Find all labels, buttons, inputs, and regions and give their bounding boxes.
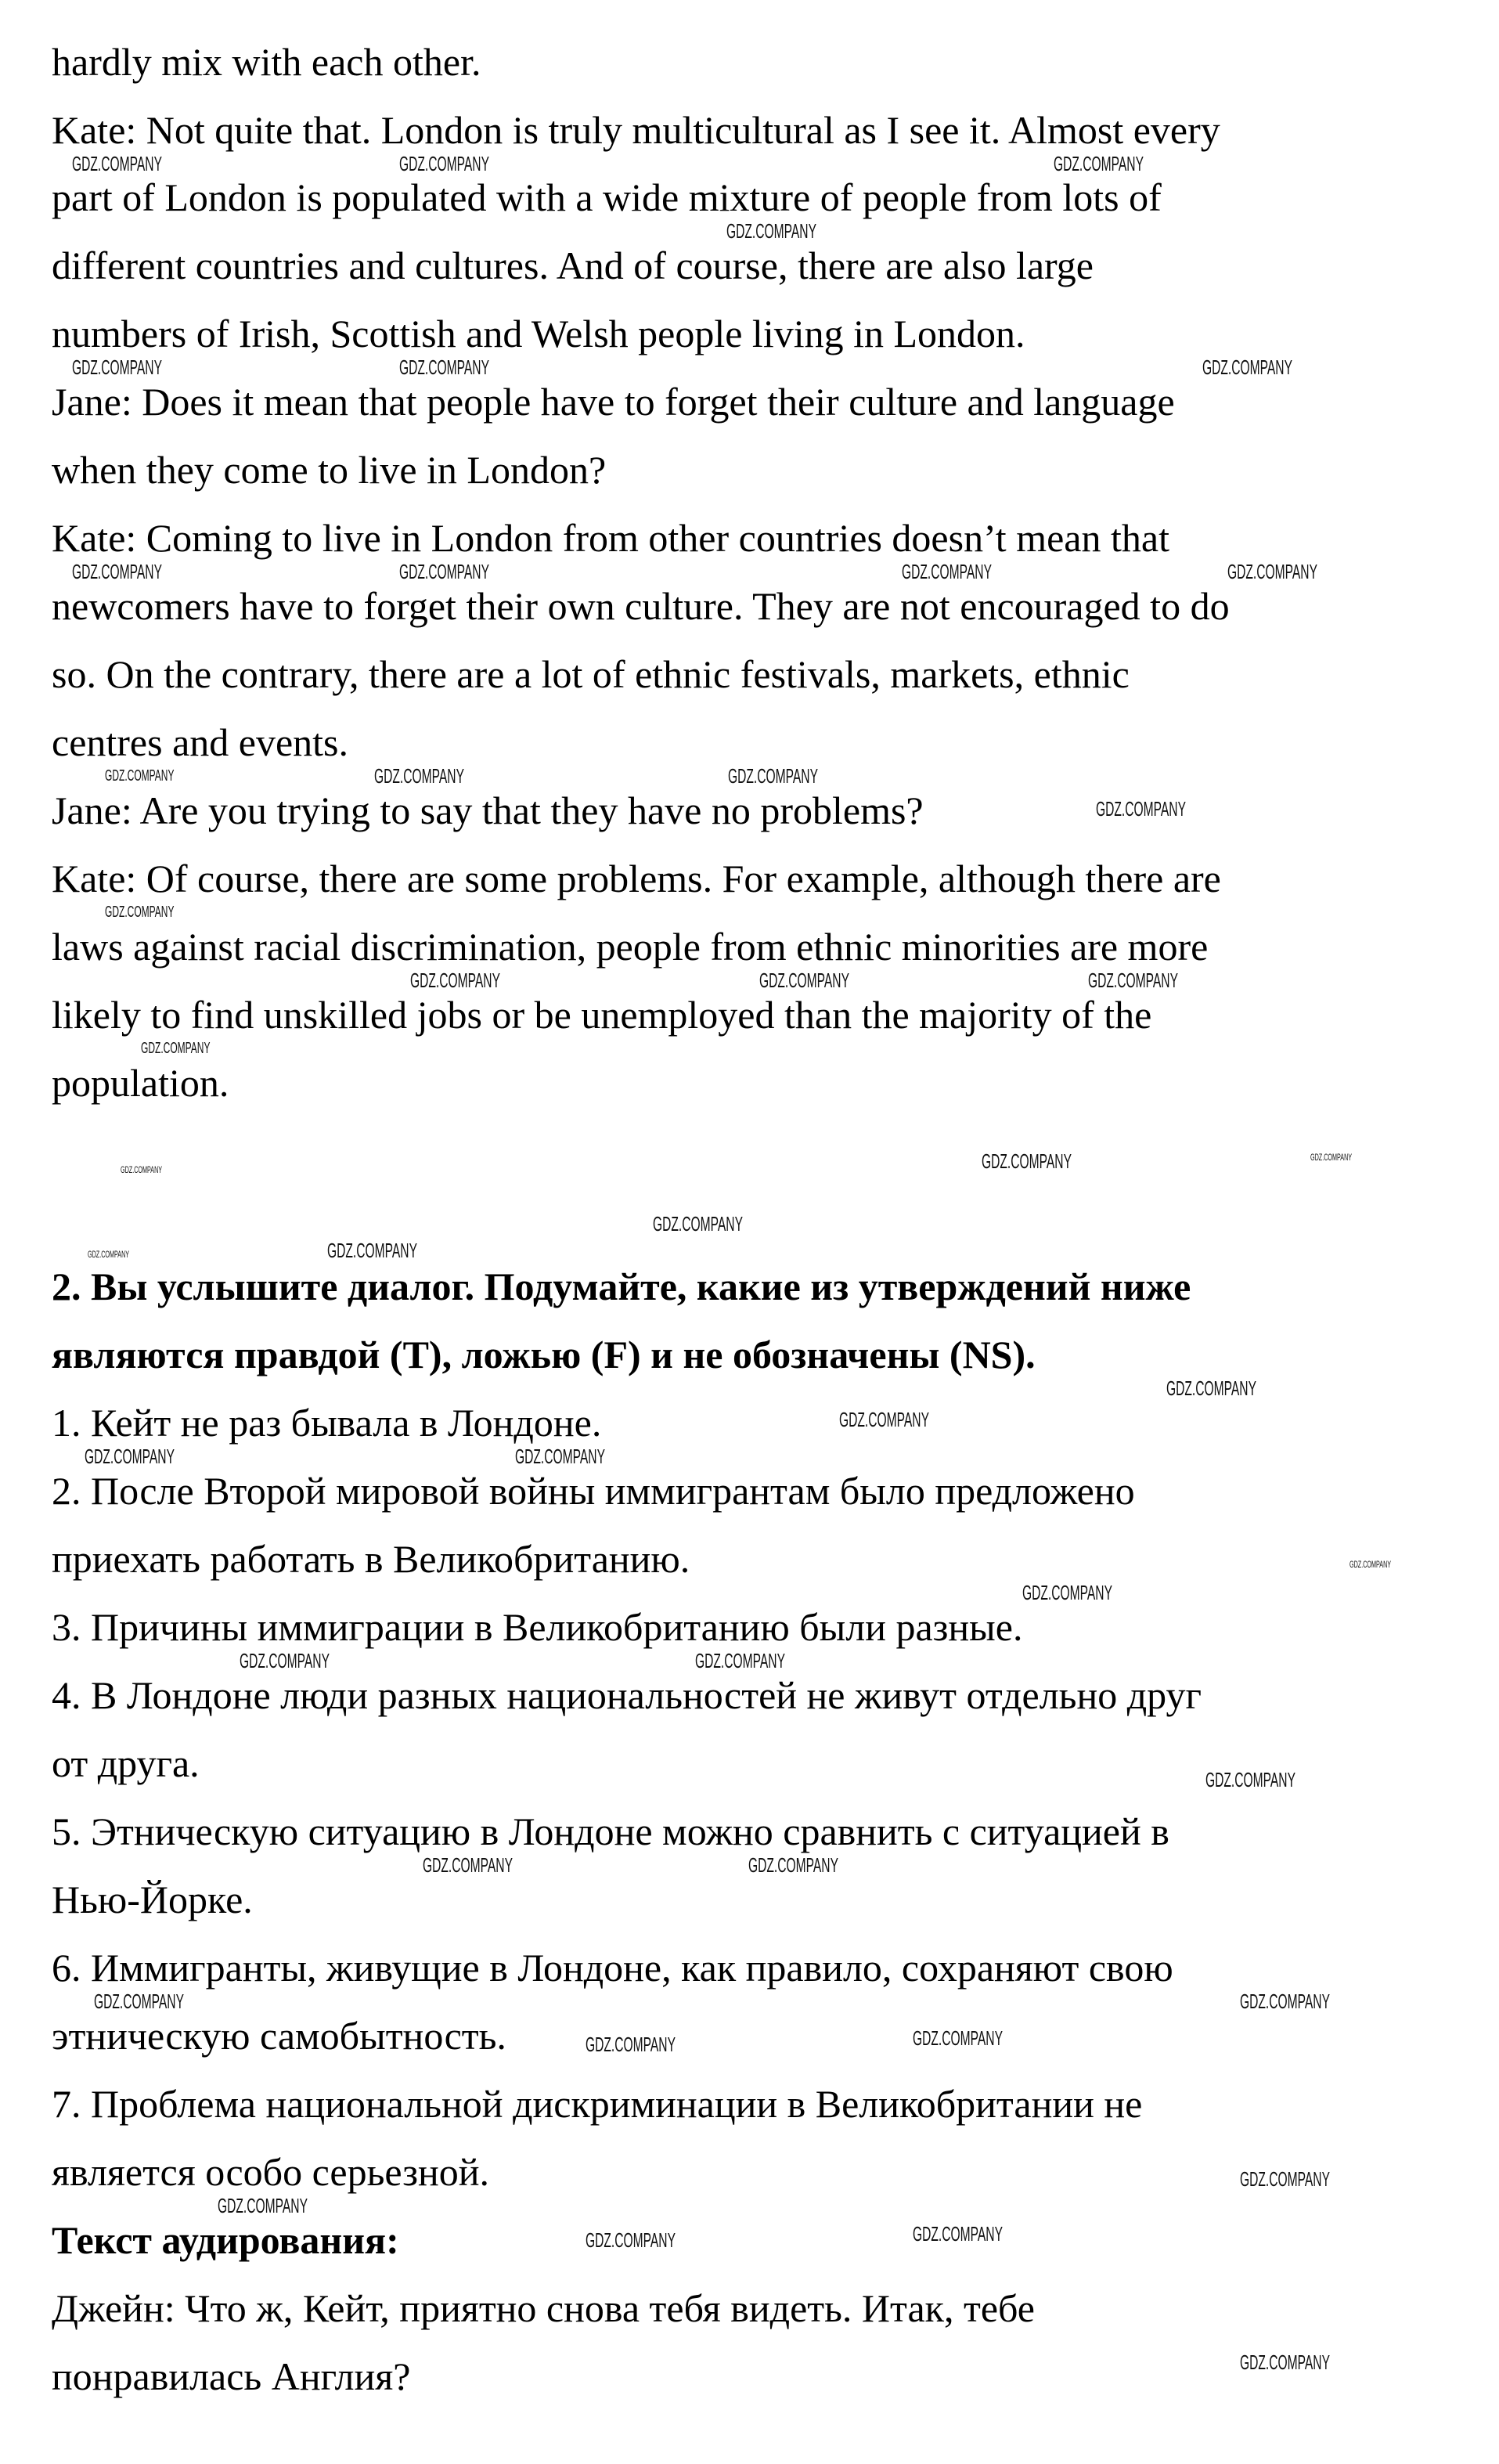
statement-line: 1. Кейт не раз бывала в Лондоне. xyxy=(52,1401,602,1445)
watermark: GDZ.COMPANY xyxy=(72,560,162,583)
dialogue-line: numbers of Irish, Scottish and Welsh people living in London. xyxy=(52,312,1025,355)
watermark: GDZ.COMPANY xyxy=(913,2222,1003,2246)
dialogue-line: part of London is populated with a wide mixture of people from lots of xyxy=(52,175,1162,219)
watermark: GDZ.COMPANY xyxy=(240,1649,330,1672)
watermark: GDZ.COMPANY xyxy=(748,1853,838,1877)
listening-line: Джейн: Что ж, Кейт, приятно снова тебя видеть. Итак, тебе xyxy=(52,2286,1035,2330)
watermark: GDZ.COMPANY xyxy=(327,1239,417,1262)
watermark: GDZ.COMPANY xyxy=(399,560,489,583)
watermark: GDZ.COMPANY xyxy=(515,1445,605,1468)
watermark: GDZ.COMPANY xyxy=(1205,1768,1295,1791)
watermark: GDZ.COMPANY xyxy=(374,764,464,788)
watermark: GDZ.COMPANY xyxy=(1240,2350,1330,2374)
dialogue-line: Kate: Coming to live in London from other countries doesn’t mean that xyxy=(52,516,1169,560)
watermark: GDZ.COMPANY xyxy=(105,767,175,785)
dialogue-line: Kate: Of course, there are some problems. For example, although there are xyxy=(52,857,1221,900)
dialogue-line: laws against racial discrimination, people from ethnic minorities are more xyxy=(52,925,1209,969)
statement-line: Нью-Йорке. xyxy=(52,1878,253,1921)
dialogue-line: when they come to live in London? xyxy=(52,448,607,492)
watermark: GDZ.COMPANY xyxy=(1022,1581,1112,1604)
watermark: GDZ.COMPANY xyxy=(913,2026,1003,2050)
watermark: GDZ.COMPANY xyxy=(218,2194,308,2217)
watermark: GDZ.COMPANY xyxy=(399,355,489,379)
statement-line: приехать работать в Великобританию. xyxy=(52,1537,690,1581)
watermark: GDZ.COMPANY xyxy=(85,1445,175,1468)
watermark: GDZ.COMPANY xyxy=(423,1853,513,1877)
watermark: GDZ.COMPANY xyxy=(1310,1152,1353,1163)
statement-line: 5. Этническую ситуацию в Лондоне можно сравнить с ситуацией в xyxy=(52,1809,1169,1853)
watermark: GDZ.COMPANY xyxy=(94,1990,184,2013)
watermark: GDZ.COMPANY xyxy=(88,1249,130,1260)
watermark: GDZ.COMPANY xyxy=(586,2033,676,2056)
watermark: GDZ.COMPANY xyxy=(1240,2167,1330,2191)
watermark: GDZ.COMPANY xyxy=(72,355,162,379)
watermark: GDZ.COMPANY xyxy=(1166,1376,1256,1400)
dialogue-line: centres and events. xyxy=(52,720,349,764)
statement-line: от друга. xyxy=(52,1741,200,1785)
task-heading: 2. Вы услышите диалог. Подумайте, какие из утверждений ниже xyxy=(52,1264,1191,1308)
watermark: GDZ.COMPANY xyxy=(726,219,816,243)
watermark: GDZ.COMPANY xyxy=(1096,797,1186,821)
watermark: GDZ.COMPANY xyxy=(1202,355,1292,379)
watermark: GDZ.COMPANY xyxy=(410,969,500,992)
watermark: GDZ.COMPANY xyxy=(399,152,489,175)
statement-line: 2. После Второй мировой войны иммигрантам было предложено xyxy=(52,1469,1135,1513)
watermark: GDZ.COMPANY xyxy=(1088,969,1178,992)
watermark: GDZ.COMPANY xyxy=(121,1164,163,1175)
watermark: GDZ.COMPANY xyxy=(1227,560,1317,583)
watermark: GDZ.COMPANY xyxy=(728,764,818,788)
watermark: GDZ.COMPANY xyxy=(759,969,849,992)
statement-line: 3. Причины иммиграции в Великобританию были разные. xyxy=(52,1605,1023,1649)
dialogue-line: hardly mix with each other. xyxy=(52,40,481,84)
dialogue-line: different countries and cultures. And of course, there are also large xyxy=(52,244,1094,287)
dialogue-line: population. xyxy=(52,1061,229,1105)
dialogue-line: Jane: Are you trying to say that they have no problems? xyxy=(52,788,924,832)
watermark: GDZ.COMPANY xyxy=(586,2228,676,2252)
task-heading: являются правдой (T), ложью (F) и не обозначены (NS). xyxy=(52,1333,1036,1376)
watermark: GDZ.COMPANY xyxy=(1240,1990,1330,2013)
dialogue-line: newcomers have to forget their own culture. They are not encouraged to do xyxy=(52,584,1230,628)
watermark: GDZ.COMPANY xyxy=(1349,1559,1392,1570)
watermark: GDZ.COMPANY xyxy=(653,1212,743,1236)
watermark: GDZ.COMPANY xyxy=(141,1040,211,1057)
watermark: GDZ.COMPANY xyxy=(1054,152,1144,175)
watermark: GDZ.COMPANY xyxy=(105,904,175,921)
statement-line: 6. Иммигранты, живущие в Лондоне, как правило, сохраняют свою xyxy=(52,1946,1173,1990)
watermark: GDZ.COMPANY xyxy=(839,1408,929,1431)
statement-line: этническую самобытность. xyxy=(52,2014,506,2058)
dialogue-line: likely to find unskilled jobs or be unemployed than the majority of the xyxy=(52,993,1152,1037)
watermark: GDZ.COMPANY xyxy=(982,1149,1072,1173)
watermark: GDZ.COMPANY xyxy=(72,152,162,175)
watermark: GDZ.COMPANY xyxy=(695,1649,785,1672)
dialogue-line: Jane: Does it mean that people have to forget their culture and language xyxy=(52,380,1175,424)
statement-line: 4. В Лондоне люди разных национальностей не живут отдельно друг xyxy=(52,1673,1202,1717)
dialogue-line: so. On the contrary, there are a lot of ethnic festivals, markets, ethnic xyxy=(52,652,1130,696)
statement-line: 7. Проблема национальной дискриминации в Великобритании не xyxy=(52,2082,1143,2126)
statement-line: является особо серьезной. xyxy=(52,2150,489,2194)
dialogue-line: Kate: Not quite that. London is truly multicultural as I see it. Almost every xyxy=(52,108,1220,152)
listening-line: понравилась Англия? xyxy=(52,2354,411,2398)
listening-heading: Текст аудирования: xyxy=(52,2218,399,2262)
watermark: GDZ.COMPANY xyxy=(902,560,992,583)
